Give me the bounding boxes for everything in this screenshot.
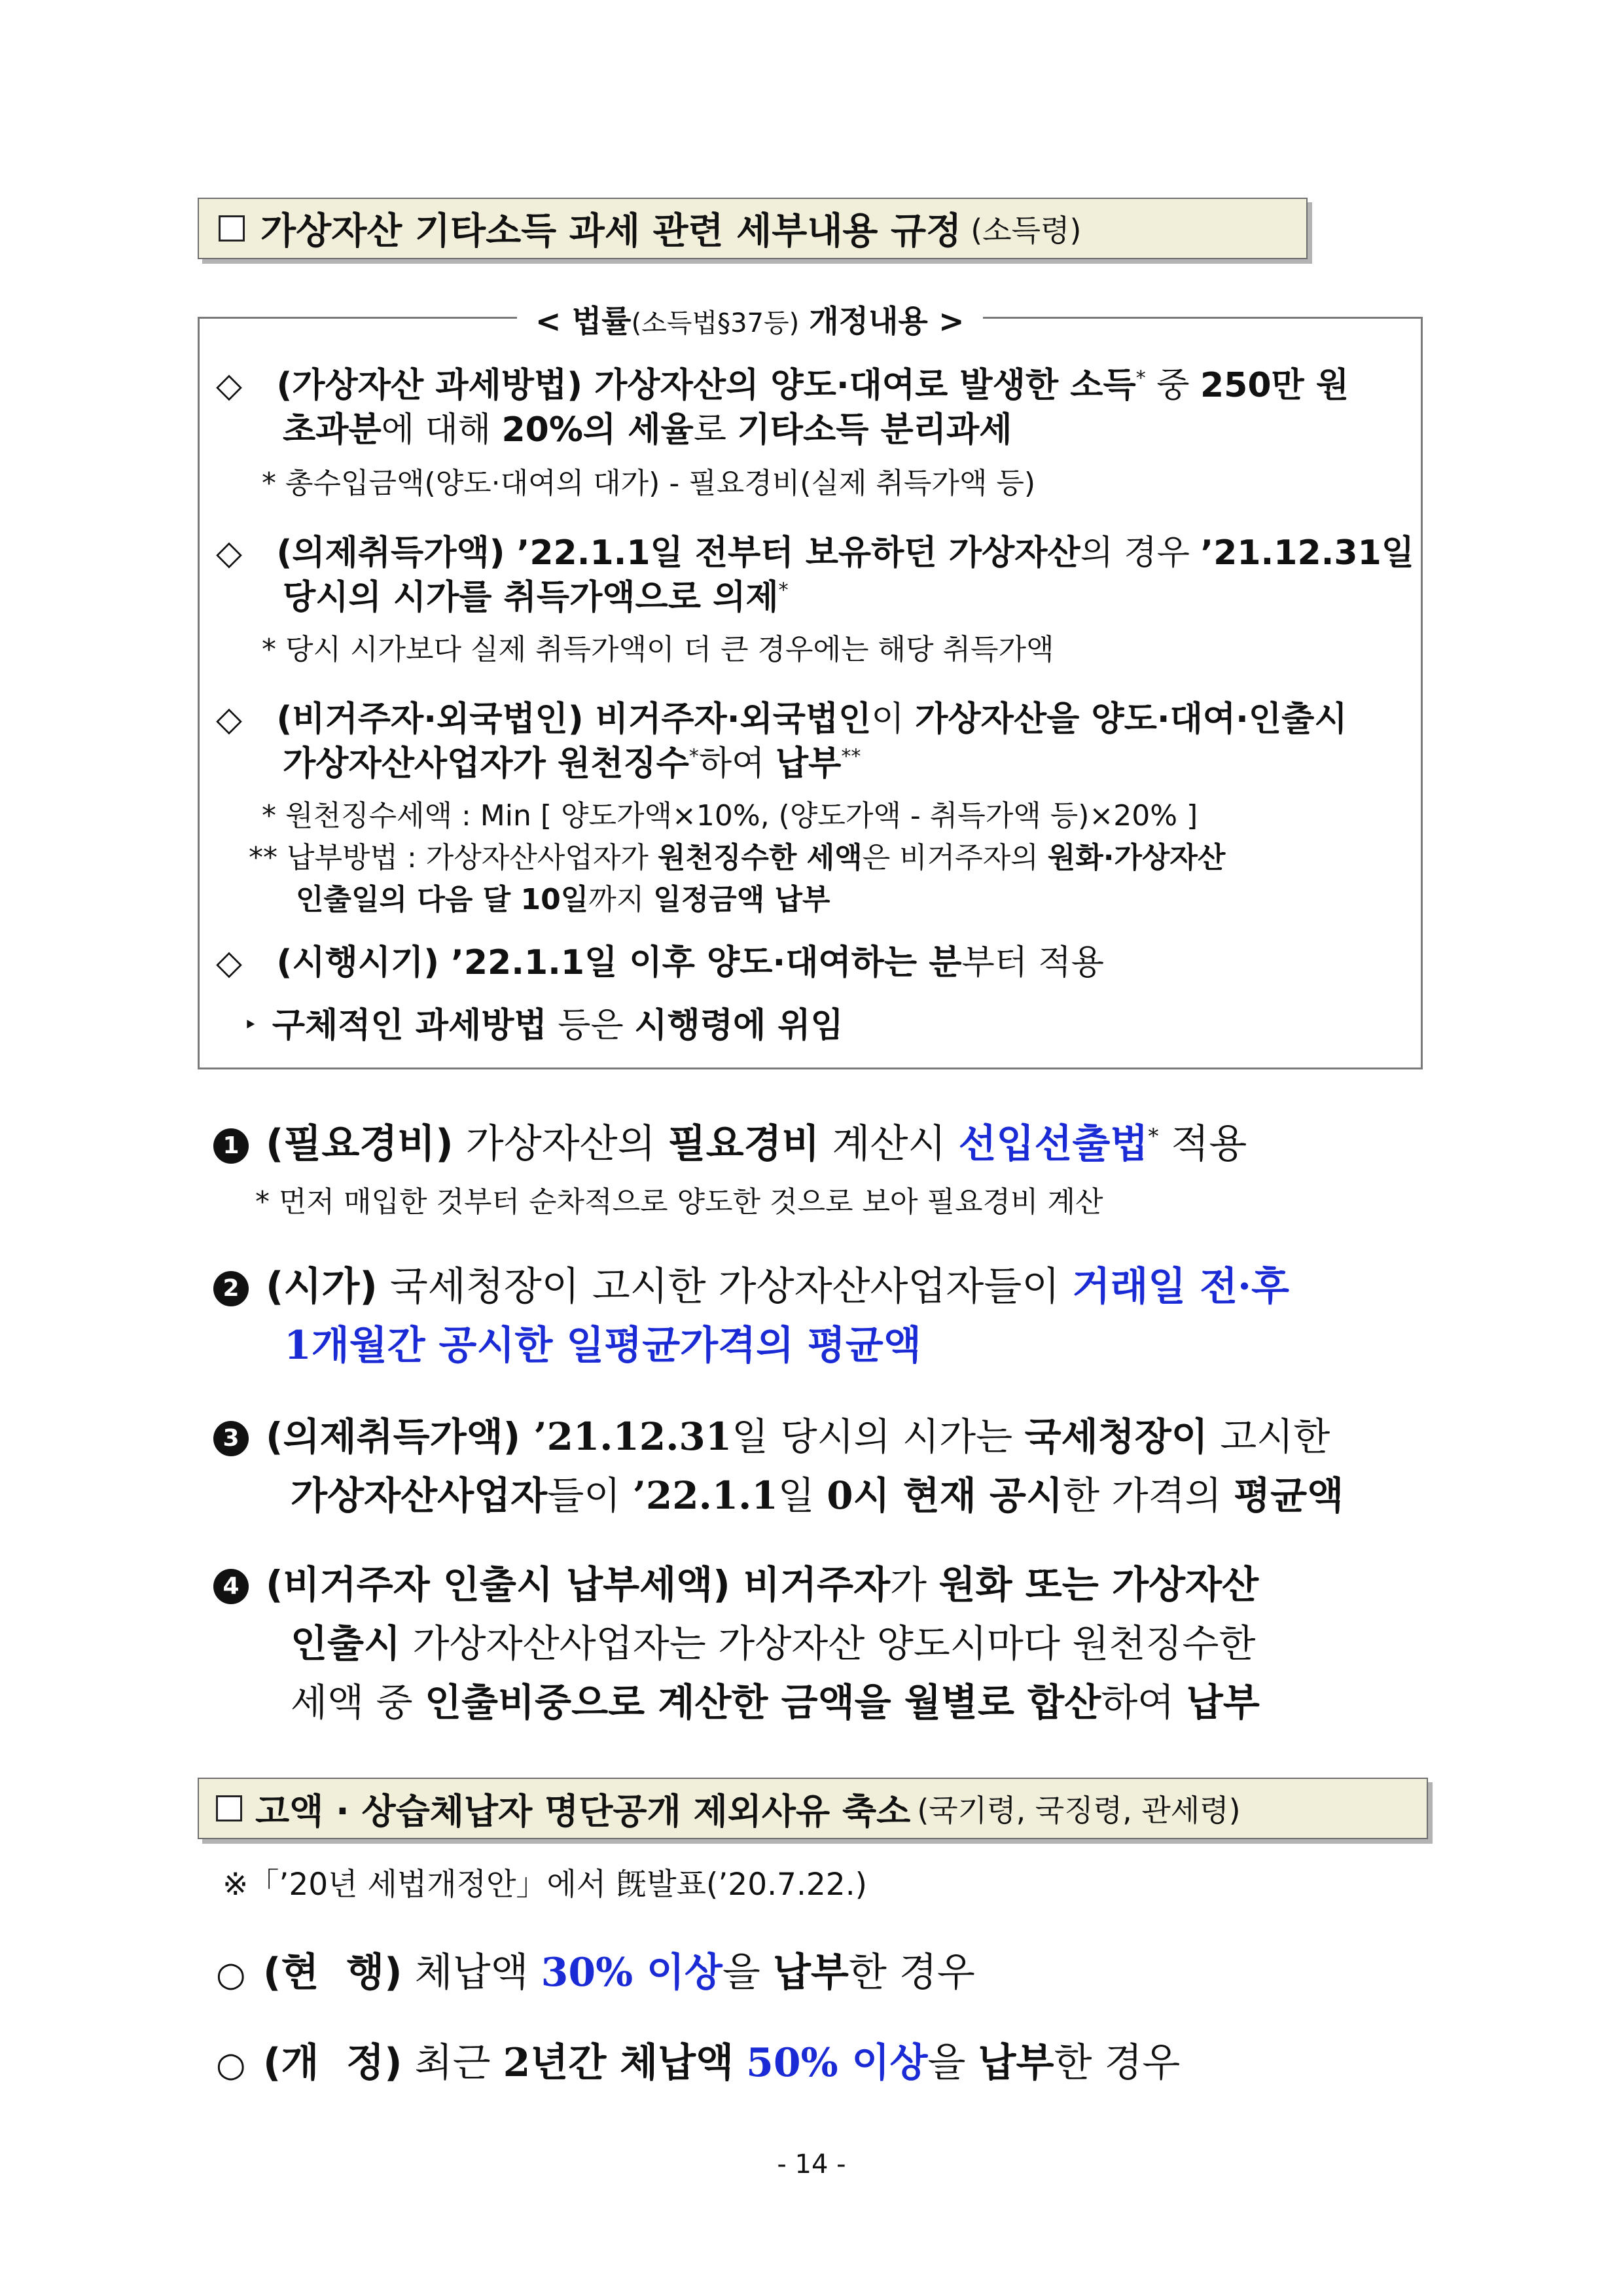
circle-bullet-icon: ○	[216, 2045, 246, 2085]
checkbox-square-icon	[219, 215, 245, 242]
point-deemed-acquisition: 3 (의제취득가액) ’21.12.31일 당시의 시가는 국세청장이 고시한	[213, 1406, 1330, 1461]
number-4-icon: 4	[213, 1569, 249, 1604]
law-item-note: * 원천징수세액 : Min [ 양도가액×10%, (양도가액 - 취득가액 등)×20% ]	[262, 799, 1198, 833]
diamond-icon: ◇	[216, 700, 242, 739]
number-2-icon: 2	[213, 1271, 249, 1306]
law-item-taxation-method: ◇ (가상자산 과세방법) 가상자산의 양도·대여로 발생한 소득* 중 250만 원	[216, 366, 1349, 405]
diamond-icon: ◇	[216, 366, 242, 405]
law-item-non-resident: ◇ (비거주자·외국법인) 비거주자·외국법인이 가상자산을 양도·대여·인출시	[216, 700, 1347, 739]
current-rule: ○ (현 행) 체납액 30% 이상을 납부한 경우	[216, 1950, 975, 1996]
point-note: * 먼저 매입한 것부터 순차적으로 양도한 것으로 보아 필요경비 계산	[255, 1185, 1103, 1219]
page-number: - 14 -	[777, 2149, 846, 2179]
section-note: ※「’20년 세법개정안」에서 旣발표(’20.7.22.)	[223, 1867, 867, 1903]
point-necessary-expenses: 1 (필요경비) 가상자산의 필요경비 계산시 선입선출법* 적용	[213, 1113, 1247, 1169]
law-item-note: ** 납부방법 : 가상자산사업자가 원천징수한 세액은 비거주자의 원화·가상자산	[249, 841, 1226, 874]
section-title: 가상자산 기타소득 과세 관련 세부내용 규정	[260, 210, 962, 253]
section-title: 고액 · 상습체납자 명단공개 제외사유 축소	[255, 1790, 911, 1832]
law-box-title: < 법률(소득법§37등) 개정내용 >	[517, 297, 983, 341]
diamond-icon: ◇	[216, 533, 242, 573]
law-item-note: * 당시 시가보다 실제 취득가액이 더 큰 경우에는 해당 취득가액	[262, 633, 1054, 666]
section-law-ref: (소득령)	[971, 213, 1082, 248]
diamond-icon: ◇	[216, 943, 242, 982]
checkbox-square-icon	[216, 1795, 242, 1821]
section-header-delinquent-disclosure	[198, 1778, 1428, 1839]
number-1-icon: 1	[213, 1128, 249, 1164]
section-header-virtual-asset	[198, 198, 1308, 259]
number-3-icon: 3	[213, 1421, 249, 1456]
law-item-effective-date: ◇ (시행시기) ’22.1.1일 이후 양도·대여하는 분부터 적용	[216, 943, 1104, 982]
law-item-note: * 총수입금액(양도·대여의 대가) - 필요경비(실제 취득가액 등)	[262, 467, 1036, 500]
law-item-delegation: ‣ 구체적인 과세방법 등은 시행령에 위임	[243, 1006, 844, 1045]
circle-bullet-icon: ○	[216, 1955, 246, 1994]
revised-rule: ○ (개 정) 최근 2년간 체납액 50% 이상을 납부한 경우	[216, 2040, 1181, 2086]
point-withdrawal-tax: 4 (비거주자 인출시 납부세액) 비거주자가 원화 또는 가상자산	[213, 1554, 1258, 1609]
triangle-bullet-icon: ‣	[243, 1012, 258, 1039]
point-market-price: 2 (시가) 국세청장이 고시한 가상자산사업자들이 거래일 전·후	[213, 1255, 1289, 1312]
section-law-ref: (국기령, 국징령, 관세령)	[917, 1793, 1241, 1828]
law-item-deemed-acquisition: ◇ (의제취득가액) ’22.1.1일 전부터 보유하던 가상자산의 경우 ’21.12.31일	[216, 533, 1415, 573]
